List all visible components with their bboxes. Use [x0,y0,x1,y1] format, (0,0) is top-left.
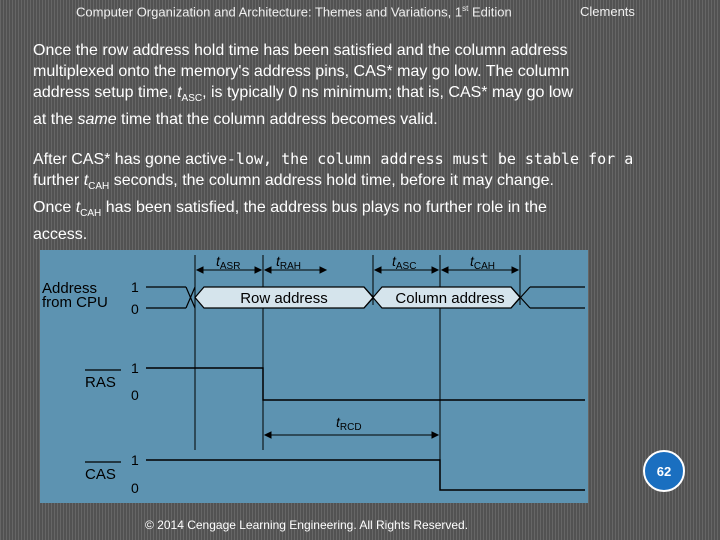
svg-text:0: 0 [131,301,139,317]
svg-text:1: 1 [131,452,139,468]
svg-text:0: 0 [131,480,139,496]
signal-ras-label: RAS [85,374,116,391]
svg-text:0: 0 [131,387,139,403]
paragraph-column-hold: After CAS* has gone active-low, the column address must be stable for a further $t_{CAH}$ seconds, the column address hold time, before it may change. Once $t_{CAH}$ has been satisfied, the address bus plays no further role in the access. [33,150,634,244]
copyright-footer: © 2014 Cengage Learning Engineering. All Rights Reserved. [145,518,469,532]
label-trah: $t_{RAH}$ [276,253,302,272]
signal-address-source-label: from CPU [42,294,108,311]
label-tasc: $t_{ASC}$ [392,253,417,272]
signal-address-label: Address [42,280,98,297]
paragraph-cas-setup: Once the row address hold time has been satisfied and the column address multiplexed onto the memory's address pins, CAS* may go low. The column address setup time, $t_{ASC}$, is typically 0 ns minimum; that is, CAS* may go low at the same time that the column address becomes valid. [33,42,573,129]
label-tasr: $t_{ASR}$ [216,253,241,272]
label-trcd: $t_{RCD}$ [336,414,362,433]
row-address-label: Row address [240,290,328,307]
column-address-label: Column address [395,290,505,307]
timing-diagram [40,250,588,503]
author-name: Clements [580,4,635,19]
label-tcah: $t_{CAH}$ [470,253,496,272]
book-title: Computer Organization and Architecture: Themes and Variations, 1st Edition [76,4,512,20]
page-number-badge: 62 [643,450,685,492]
signal-cas-label: CAS [85,466,116,483]
svg-text:1: 1 [131,279,139,295]
svg-text:1: 1 [131,360,139,376]
